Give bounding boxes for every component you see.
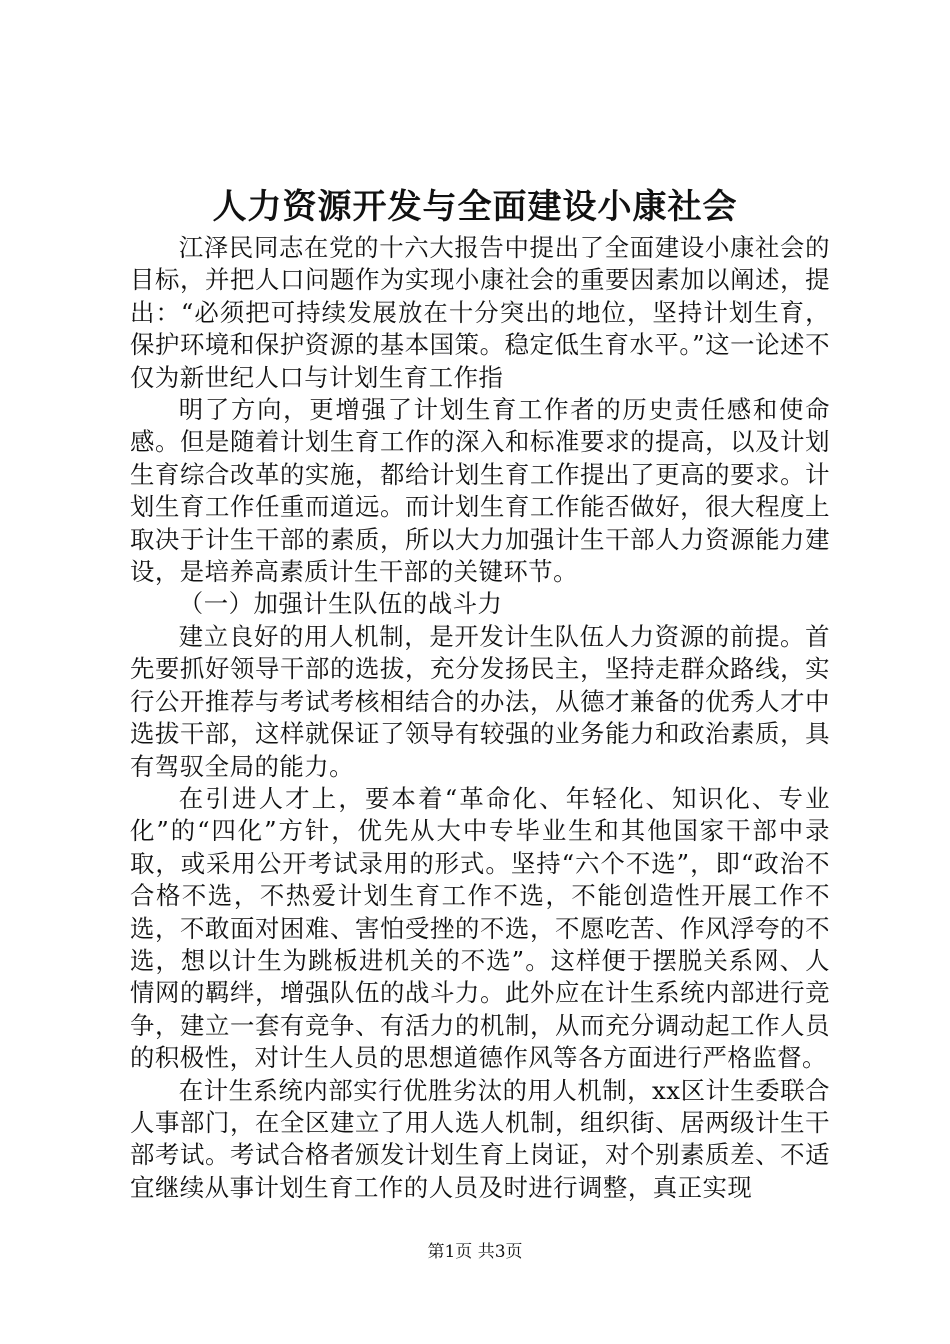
paragraph-intro: 江泽民同志在党的十六大报告中提出了全面建设小康社会的目标，并把人口问题作为实现小康社会的重要因素加以阐述，提出：“必须把可持续发展放在十分突出的地位，坚持计划生育，保护环境和保护资源的基本国策。稳定低生育水平。”这一论述不仅为新世纪人口与计划生育工作指 <box>130 233 830 392</box>
document-title: 人力资源开发与全面建设小康社会 <box>212 187 738 227</box>
paragraph-mechanism: 建立良好的用人机制，是开发计生队伍人力资源的前提。首先要抓好领导干部的选拔，充分发扬民主，坚持走群众路线，实行公开推荐与考试考核相结合的办法，从德才兼备的优秀人才中选拔干部，这样就保证了领导有较强的业务能力和政治素质，具有驾驭全局的能力。 <box>130 621 830 781</box>
section-heading: （一）加强计生队伍的战斗力 <box>178 589 503 619</box>
paragraph-talent: 在引进人才上，要本着“革命化、年轻化、知识化、专业化”的“四化”方针，优先从大中专毕业生和其他国家干部中录取，或采用公开考试录用的形式。坚持“六个不选”，即“政治不合格不选，不热爱计划生育工作不选，不能创造性开展工作不选，不敢面对困难、害怕受挫的不选，不愿吃苦、作风浮夸的不选，想以计生为跳板进机关的不选”。这样便于摆脱关系网、人情网的羁绊，增强队伍的战斗力。此外应在计生系统内部进行竞争，建立一套有竞争、有活力的机制，从而充分调动起工作人员的积极性，对计生人员的思想道德作风等各方面进行严格监督。 <box>130 783 830 1073</box>
document-body <box>130 232 830 1204</box>
paragraph-internal: 在计生系统内部实行优胜劣汰的用人机制，xx区计生委联合人事部门，在全区建立了用人选人机制，组织街、居两级计生干部考试。考试合格者颁发计划生育上岗证，对个别素质差、不适宜继续从事计划生育工作的人员及时进行调整，真正实现 <box>130 1075 830 1202</box>
page-footer: 第1页 共3页 <box>427 1242 523 1262</box>
paragraph-direction: 明了方向，更增强了计划生育工作者的历史责任感和使命感。但是随着计划生育工作的深入和标准要求的提高，以及计划生育综合改革的实施，都给计划生育工作提出了更高的要求。计划生育工作任重而道远。而计划生育工作能否做好，很大程度上取决于计生干部的素质，所以大力加强计生干部人力资源能力建设，是培养高素质计生干部的关键环节。 <box>130 395 830 587</box>
